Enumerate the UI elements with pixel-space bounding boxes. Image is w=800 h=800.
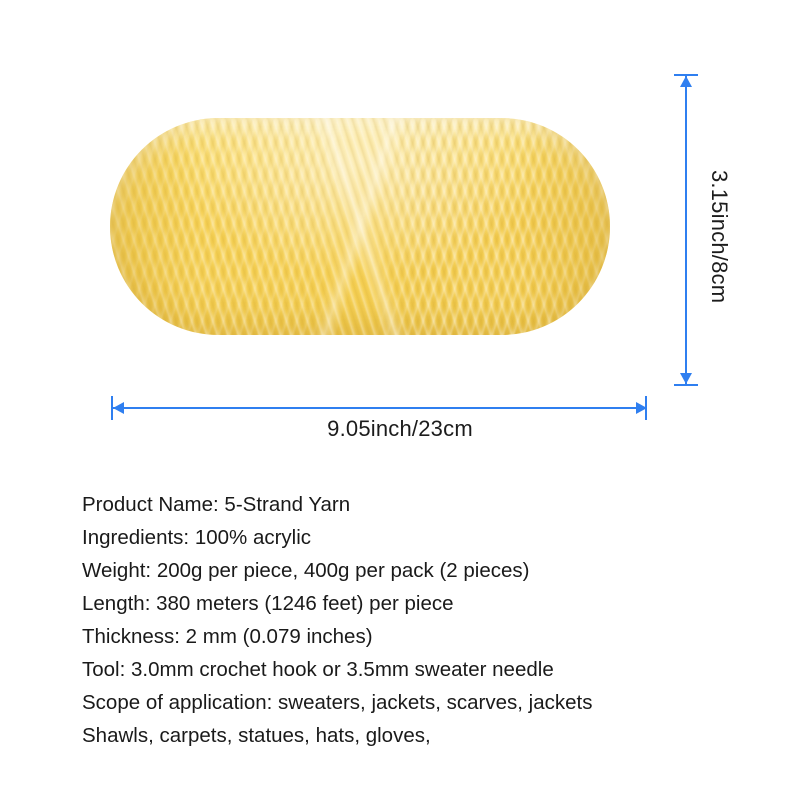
yarn-right-end-shading <box>520 118 610 335</box>
spec-row-product-name: Product Name: 5-Strand Yarn <box>82 493 351 516</box>
spec-row-weight: Weight: 200g per piece, 400g per pack (2 pieces) <box>82 559 530 582</box>
yarn-skein-image <box>110 118 610 335</box>
spec-row-tool: Tool: 3.0mm crochet hook or 3.5mm sweater needle <box>82 658 554 681</box>
width-dimension-arrow-right <box>636 402 647 414</box>
width-dimension-label: 9.05inch/23cm <box>327 416 473 441</box>
yarn-center-crossing-highlight <box>260 118 460 335</box>
product-specification-list <box>82 488 742 752</box>
spec-row-thickness: Thickness: 2 mm (0.079 inches) <box>82 625 373 648</box>
spec-row-length: Length: 380 meters (1246 feet) per piece <box>82 592 454 615</box>
height-dimension-arrow-down <box>680 373 692 384</box>
spec-row-ingredients: Ingredients: 100% acrylic <box>82 526 312 549</box>
width-dimension-arrow-left <box>113 402 124 414</box>
width-dimension-line <box>111 407 647 409</box>
spec-row-scope: Scope of application: sweaters, jackets, scarves, jackets <box>82 691 593 714</box>
spec-row-scope-continued: Shawls, carpets, statues, hats, gloves, <box>82 724 431 747</box>
height-dimension-label: 3.15inch/8cm <box>707 170 732 304</box>
height-dimension-arrow-up <box>680 76 692 87</box>
yarn-left-end-shading <box>110 118 200 335</box>
height-dimension-line <box>685 74 687 385</box>
